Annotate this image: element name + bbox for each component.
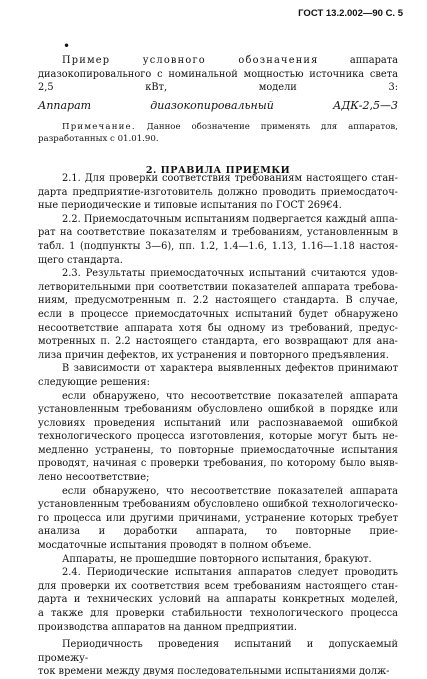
body-text <box>38 172 398 679</box>
text-line: следующие решения: <box>38 376 150 388</box>
text-line: мотренных п. 2.2 настоящего стандарта, его возвращают для ана- <box>38 336 398 348</box>
example-name: Аппарат диазокопировальный АДК-2,5—3 <box>38 99 398 112</box>
text-line: лиза причин дефектов, их устранения и повторного предъявления. <box>38 349 389 361</box>
section-title: 2. ПРАВИЛА ПРИЕМКИ <box>145 164 291 176</box>
text-line: ниям, предусмотренным п. 2.2 настоящего стандарта. В случае, <box>38 295 398 307</box>
note-paragraph <box>38 121 398 145</box>
text-line: а также для проверки стабильности технологического процесса <box>38 608 398 619</box>
text-line: для проверки их соответствия всем требованиям настоящего стан- <box>38 580 398 592</box>
text-line: условиях проведения испытаний или распознаваемой ошибкой <box>38 417 398 429</box>
note-label: Примечание. <box>62 122 136 132</box>
text-line: если в процессе приемосдаточных испытаний будет обнаружено <box>38 308 398 320</box>
text-line: дарта и технических условий на аппараты конкретных моделей, <box>38 594 398 606</box>
page-header: ГОСТ 13.2.002—90 С. 5 <box>298 8 403 19</box>
text-line: летворительными при соответствии показателей аппарата требова- <box>38 281 398 293</box>
text-line: Периодичность проведения испытаний и допускаемый промежу- <box>38 639 398 664</box>
text-line: несоответствие аппарата хотя бы одному из требований, предус- <box>38 322 398 334</box>
text-line: щего стандарта. <box>38 254 123 266</box>
text-line: анализа и доработки аппарата, то повторные прие- <box>38 526 398 538</box>
example-name-block <box>38 99 398 113</box>
text-line: мосдаточные испытания проводят в полном объеме. <box>38 540 312 552</box>
text-line: 2.2. Приемосдаточным испытаниям подвергается каждый аппа- <box>62 213 398 225</box>
text-line: табл. 1 (подпункты 3—6), пп. 1.2, 1.4—1.6, 1.13, 1.16—1.18 настоя- <box>38 240 398 252</box>
text-line: лено несоответствие; <box>38 472 150 484</box>
text-line: В зависимости от характера выявленных дефектов принимают <box>62 363 398 375</box>
text-line: медленно устранены, то повторные приемосдаточные испытания <box>38 444 398 456</box>
text-line: установленным требованиям обусловлено ошибкой в порядке или <box>38 404 398 416</box>
example-block <box>38 54 398 95</box>
example-body: аппарата диазокопировального с номинальной мощностью источника света 2,5 кВт, модели 3: <box>38 55 398 94</box>
text-line: установленным требованиям обусловлено ошибкой технологическо- <box>38 499 398 511</box>
text-line: если обнаружено, что несоответствие показателей аппарата <box>62 485 398 497</box>
text-line: если обнаружено, что несоответствие показателей аппарата <box>62 390 398 402</box>
text-line: дарта предприятие-изготовитель должно проводить приемосдаточ- <box>38 186 398 198</box>
text-line: проводят, начиная с проверки требования, по которому было выяв- <box>38 458 398 470</box>
example-paragraph <box>38 54 398 95</box>
text-line: производства аппаратов на данном предприятии. <box>38 621 297 633</box>
text-line: Аппараты, не прошедшие повторного испытания, бракуют. <box>62 553 372 565</box>
text-line: ток времени между двумя последовательными испытаниями долж- <box>38 666 390 678</box>
text-line: 2.4. Периодические испытания аппаратов следует проводить <box>62 567 398 579</box>
note-text: Данное обозначение применять для аппаратов, разработанных с 01.01.90. <box>38 122 398 144</box>
text-line: ные периодические и типовые испытания по ГОСТ 269€4. <box>38 200 342 212</box>
example-title: Пример условного обозначения <box>62 55 319 66</box>
text-line: технологического процесса изготовления, которые могут быть не- <box>38 431 398 443</box>
text-line: го процесса или другими причинами, устранение которых требует <box>38 512 398 524</box>
bullet-dot: • <box>63 39 71 53</box>
text-line: 2.3. Результаты приемосдаточных испытаний считаются удов- <box>62 268 398 280</box>
note-block <box>38 121 398 145</box>
text-line: 2.1. Для проверки соответствия требованиям настоящего стан- <box>62 173 398 184</box>
text-line: рат на соответствие показателям и требованиям, установленным в <box>38 227 398 239</box>
